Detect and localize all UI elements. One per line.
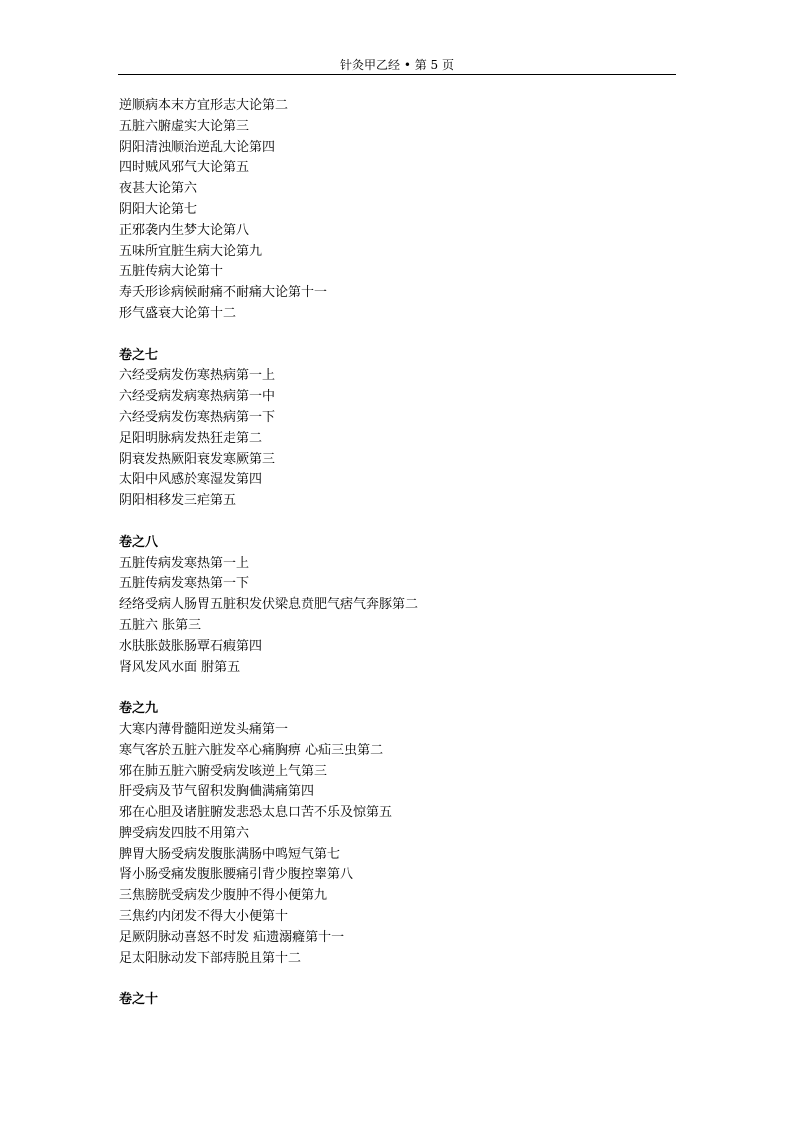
volume-8-section [119,533,679,679]
toc-item: 正邪袭内生梦大论第八 [119,222,250,238]
toc-item: 足阳明脉病发热狂走第二 [119,430,263,446]
toc-item: 肾风发风水面 胕第五 [119,659,241,675]
toc-item: 三焦约内闭发不得大小便第十 [119,909,289,925]
toc-item: 邪在心胆及诸脏腑发悲恐太息口苦不乐及惊第五 [119,805,393,821]
toc-item: 夜甚大论第六 [119,181,198,197]
volume-7-section [119,346,679,512]
toc-item: 四时贼风邪气大论第五 [119,160,250,176]
toc-item: 阴阳大论第七 [119,201,198,217]
toc-item: 足厥阴脉动喜怒不时发 疝遗溺癃第十一 [119,929,345,945]
toc-item: 三焦膀胱受病发少腹肿不得小便第九 [119,888,328,904]
toc-item: 太阳中风感於寒湿发第四 [119,472,263,488]
toc-item: 六经受病发伤寒热病第一上 [119,368,276,384]
toc-item: 五脏六 胀第三 [119,617,202,633]
toc-item: 阴阳清浊顺治逆乱大论第四 [119,139,276,155]
toc-item: 大寒内薄骨髓阳逆发头痛第一 [119,721,289,737]
toc-item: 五脏传病大论第十 [119,264,224,280]
toc-item: 六经受病发伤寒热病第一下 [119,409,276,425]
toc-item: 肾小肠受痛发腹胀腰痛引背少腹控睾第八 [119,867,354,883]
section-title: 卷之九 [119,701,159,717]
toc-item: 邪在肺五脏六腑受病发咳逆上气第三 [119,763,328,779]
section-title: 卷之八 [119,534,159,550]
toc-item: 脾受病发四肢不用第六 [119,825,250,841]
toc-item: 脾胃大肠受病发腹胀满肠中鸣短气第七 [119,846,341,862]
header-divider [118,74,676,75]
toc-item: 经络受病人肠胃五脏积发伏梁息贲肥气痞气奔豚第二 [119,597,419,613]
toc-item: 五脏六腑虚实大论第三 [119,118,250,134]
section-title: 卷之七 [119,347,159,363]
toc-item: 五味所宜脏生病大论第九 [119,243,263,259]
volume-10-section [119,990,679,1011]
toc-item: 逆顺病本末方宜形志大论第二 [119,98,289,113]
toc-item: 水肤胀鼓胀肠覃石瘕第四 [119,638,263,654]
page-header: 针灸甲乙经 • 第 5 页 [340,58,454,72]
toc-item: 足太阳脉动发下部痔脱且第十二 [119,950,302,966]
toc-item: 肝受病及节气留积发胸㑋满痛第四 [119,784,315,800]
toc-item: 寒气客於五脏六脏发卒心痛胸痹 心疝三虫第二 [119,742,384,758]
toc-item: 形气盛衰大论第十二 [119,305,237,321]
toc-item: 寿夭形诊病候耐痛不耐痛大论第十一 [119,285,328,301]
toc-item: 六经受病发病寒热病第一中 [119,389,276,405]
volume-9-section [119,699,679,969]
intro-list [119,96,679,325]
toc-item: 阴衰发热厥阳衰发寒厥第三 [119,451,276,467]
toc-item: 五脏传病发寒热第一下 [119,576,250,592]
toc-item: 阴阳相移发三疟第五 [119,493,237,509]
table-of-contents [119,96,679,1011]
toc-item: 五脏传病发寒热第一上 [119,555,250,571]
section-title: 卷之十 [119,992,159,1008]
